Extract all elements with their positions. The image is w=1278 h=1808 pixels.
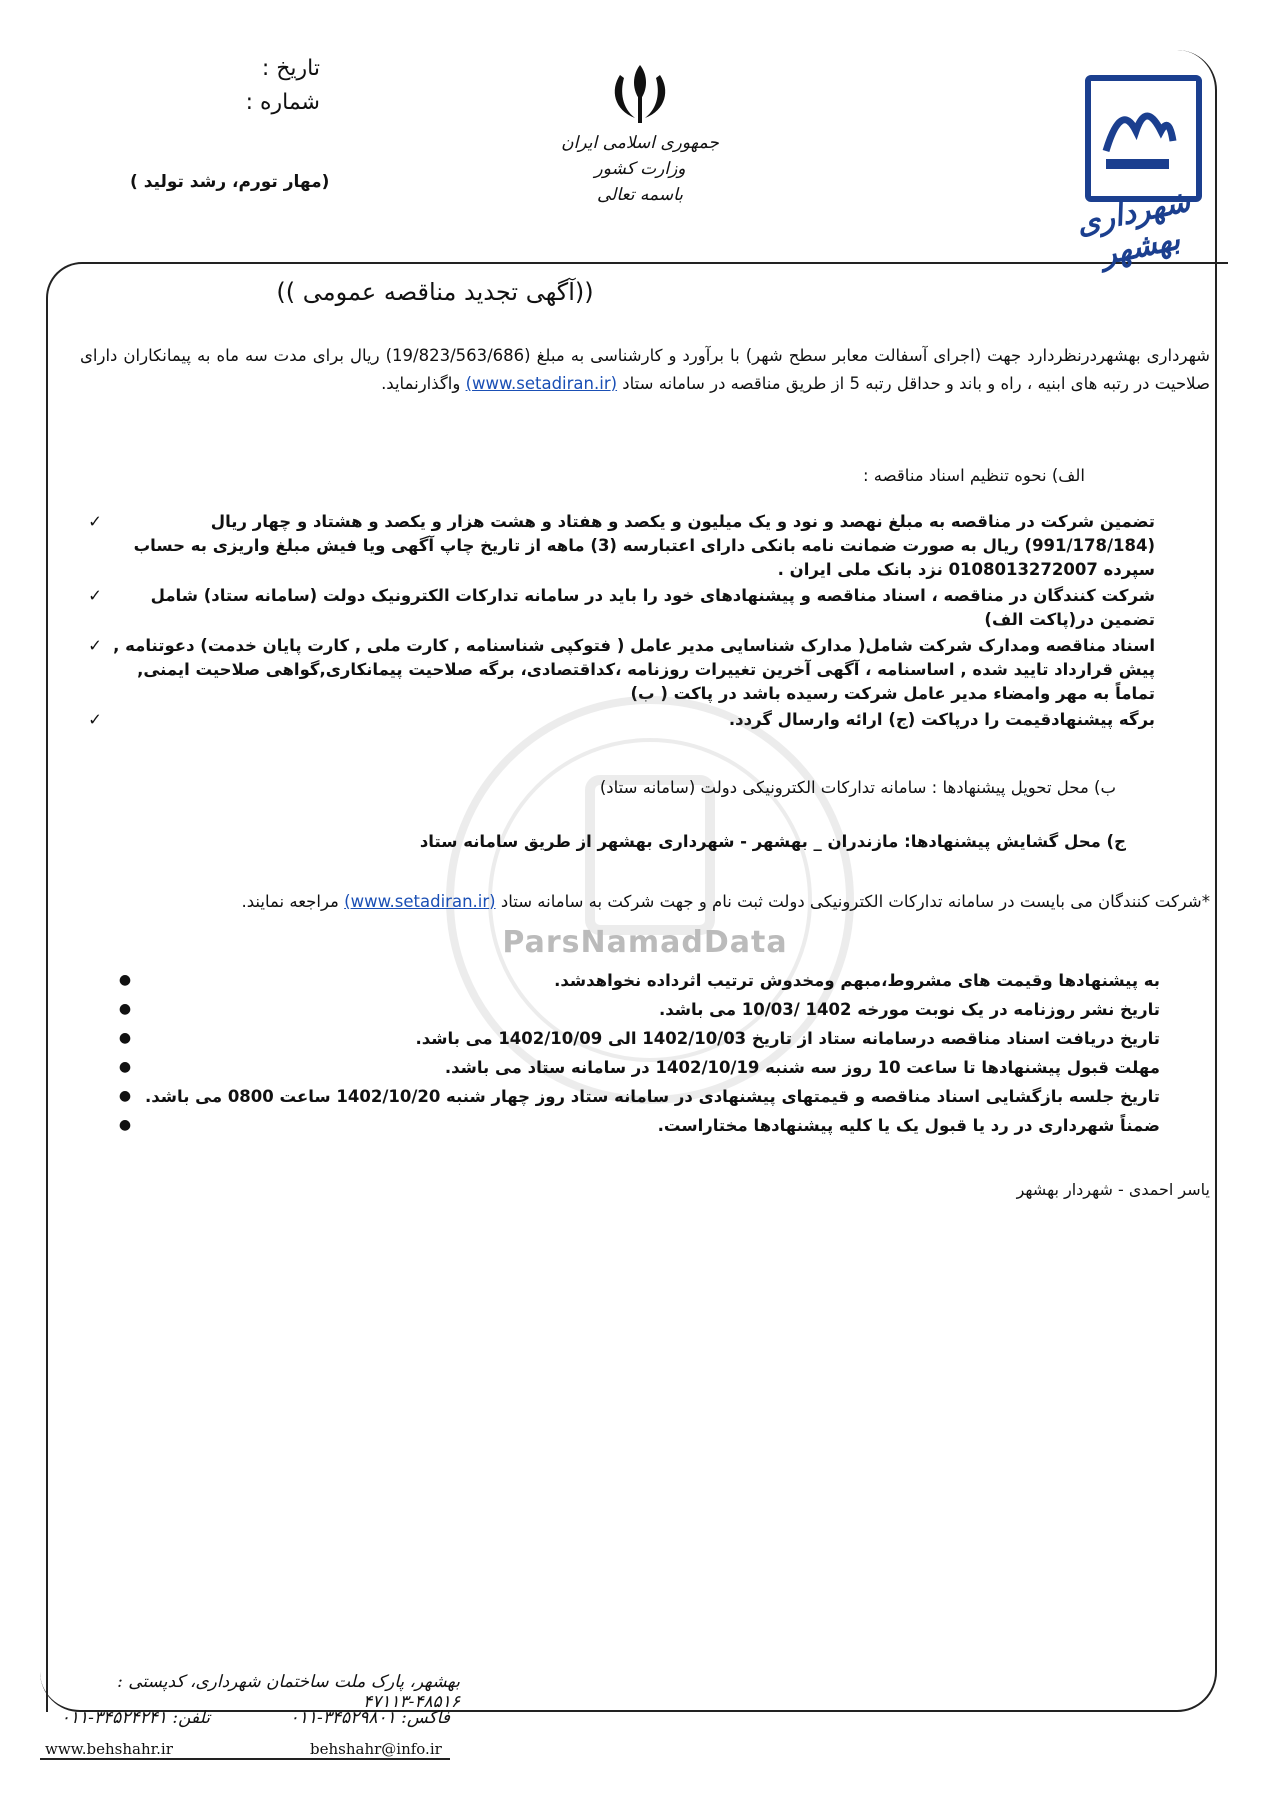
list-item (110, 995, 1160, 1024)
check-icon: ✓ (88, 710, 102, 729)
check-icon: ✓ (88, 586, 102, 605)
list-item (110, 966, 1160, 995)
bullet-icon: ● (118, 972, 132, 988)
requirement-text: برگه پیشنهادقیمت را درپاکت (ج) ارائه وارسال گردد. (728, 710, 1155, 729)
footer-website[interactable]: www.behshahr.ir (45, 1740, 173, 1758)
watermark-brand: ParsNamadData (502, 925, 788, 960)
intro-end: واگذارنماید. (381, 374, 461, 393)
emblem-line1: جمهوری اسلامی ایران (561, 133, 719, 153)
footer-address: بهشهر، پارک ملت ساختمان شهرداری، کدپستی : ۴۸۵۱۶-۴۷۱۱۳ (117, 1672, 460, 1712)
footer-divider (40, 1758, 450, 1760)
municipality-logo-text: شهرداری بهشهر (1073, 183, 1194, 273)
condition-text: ضمناً شهرداری در رد یا قبول یک یا کلیه پیشنهادها مختاراست. (657, 1116, 1160, 1135)
register-text: *شرکت کنندگان می بایست در سامانه تدارکات الکترونیکی دولت ثبت نام و جهت شرکت به سامانه ستاد (500, 892, 1210, 911)
setadiran-link[interactable]: (www.setadiran.ir) (465, 374, 618, 393)
condition-text: تاریخ دریافت اسناد مناقصه درسامانه ستاد از تاریخ 1402/10/03 الی 1402/10/09 می باشد. (415, 1029, 1160, 1048)
notice-title: ((آگهی تجدید مناقصه عمومی )) (276, 278, 594, 306)
emblem-line2: وزارت کشور (594, 159, 686, 179)
bullet-icon: ● (118, 1088, 132, 1104)
year-slogan: (مهار تورم، رشد تولید ) (130, 172, 330, 192)
list-item (80, 584, 1155, 632)
bullet-icon: ● (118, 1030, 132, 1046)
bullet-icon: ● (118, 1117, 132, 1133)
section-a-heading: الف) نحوه تنظیم اسناد مناقصه : (862, 466, 1085, 485)
condition-text: تاریخ جلسه بازگشایی اسناد مناقصه و قیمتهای پیشنهادی در سامانه ستاد روز چهار شنبه 1402/10/20 ساعت 0800 می باشد. (144, 1087, 1160, 1106)
intro-text: شهرداری بهشهردرنظردارد جهت (اجرای آسفالت معابر سطح شهر) با برآورد و کارشناسی به مبلغ (19/823/563/686) ریال برای مدت سه ماه به پیمانکاران دارای صلاحیت در رتبه های ابنیه ، راه و باند و حداقل رتبه 5 از طریق مناقصه در سامانه ستاد (80, 346, 1210, 393)
register-end: مراجعه نمایند. (241, 892, 339, 911)
number-label: شماره : (245, 90, 320, 115)
setadiran-link-2[interactable]: (www.setadiran.ir) (344, 892, 496, 911)
registration-note (80, 888, 1210, 916)
check-icon: ✓ (88, 512, 102, 531)
emblem-line3: باسمه تعالی (597, 185, 683, 205)
footer-fax: فاکس: ۳۴۵۲۹۸۰۱-۰۱۱ (289, 1708, 450, 1728)
list-item (110, 1111, 1160, 1140)
iran-emblem-icon (600, 60, 680, 130)
requirement-text: شرکت کنندگان در مناقصه ، اسناد مناقصه و پیشنهادهای خود را باید در سامانه تدارکات الکترونیک دولت (سامانه ستاد) شامل تضمین در(پاکت الف) (150, 586, 1155, 629)
footer-email[interactable]: behshahr@info.ir (310, 1740, 442, 1758)
requirement-text: تضمین شرکت در مناقصه به مبلغ نهصد و نود و یک میلیون و یکصد و هفتاد و هشت هزار و یکصد و هشتاد و چهار ریال (991/178/184) ریال به صورت ضمانت نامه بانکی دارای اعتبارسه (3) ماهه از تاریخ چاپ آگهی ویا فیش مبلغ واریزی به حساب سپرده 0108013272007 نزد بانک ملی ایران . (133, 512, 1155, 579)
emblem-caption (560, 130, 720, 208)
section-c: ج) محل گشایش پیشنهادها: مازندران _ بهشهر - شهرداری بهشهر از طریق سامانه ستاد (419, 832, 1126, 851)
letter-meta (240, 52, 320, 120)
list-item (110, 1082, 1160, 1111)
list-item (80, 510, 1155, 582)
condition-text: مهلت قبول پیشنهادها تا ساعت 10 روز سه شنبه 1402/10/19 در سامانه ستاد می باشد. (444, 1058, 1160, 1077)
footer-phone: تلفن: ۳۴۵۲۴۲۴۱-۰۱۱ (60, 1708, 210, 1728)
section-b: ب) محل تحویل پیشنهادها : سامانه تدارکات الکترونیکی دولت (سامانه ستاد) (599, 778, 1116, 797)
intro-paragraph (80, 342, 1210, 398)
date-label: تاریخ : (261, 56, 320, 81)
signature: یاسر احمدی - شهردار بهشهر (1016, 1180, 1210, 1199)
condition-text: به پیشنهادها وقیمت های مشروط،مبهم ومخدوش ترتیب اثرداده نخواهدشد. (554, 971, 1160, 990)
list-item (110, 1024, 1160, 1053)
requirement-text: اسناد مناقصه ومدارک شرکت شامل( مدارک شناسایی مدیر عامل ( فتوکپی شناسنامه , کارت ملی , کارت پایان خدمت) دعوتنامه , پیش قرارداد تایید شده , اساسنامه ، آگهی آخرین تغییرات روزنامه ،کداقتصادی، برگه صلاحیت پیمانکاری,گواهی صلاحیت ایمنی, تماماً به مهر وامضاء مدیر عامل شرکت رسیده باشد در پاکت ( ب) (113, 636, 1155, 703)
list-item (110, 1053, 1160, 1082)
bullet-icon: ● (118, 1059, 132, 1075)
conditions-list (110, 966, 1160, 1140)
bullet-icon: ● (118, 1001, 132, 1017)
check-icon: ✓ (88, 636, 102, 655)
condition-text: تاریخ نشر روزنامه در یک نوبت مورخه 1402 /10/03 می باشد. (658, 1000, 1160, 1019)
